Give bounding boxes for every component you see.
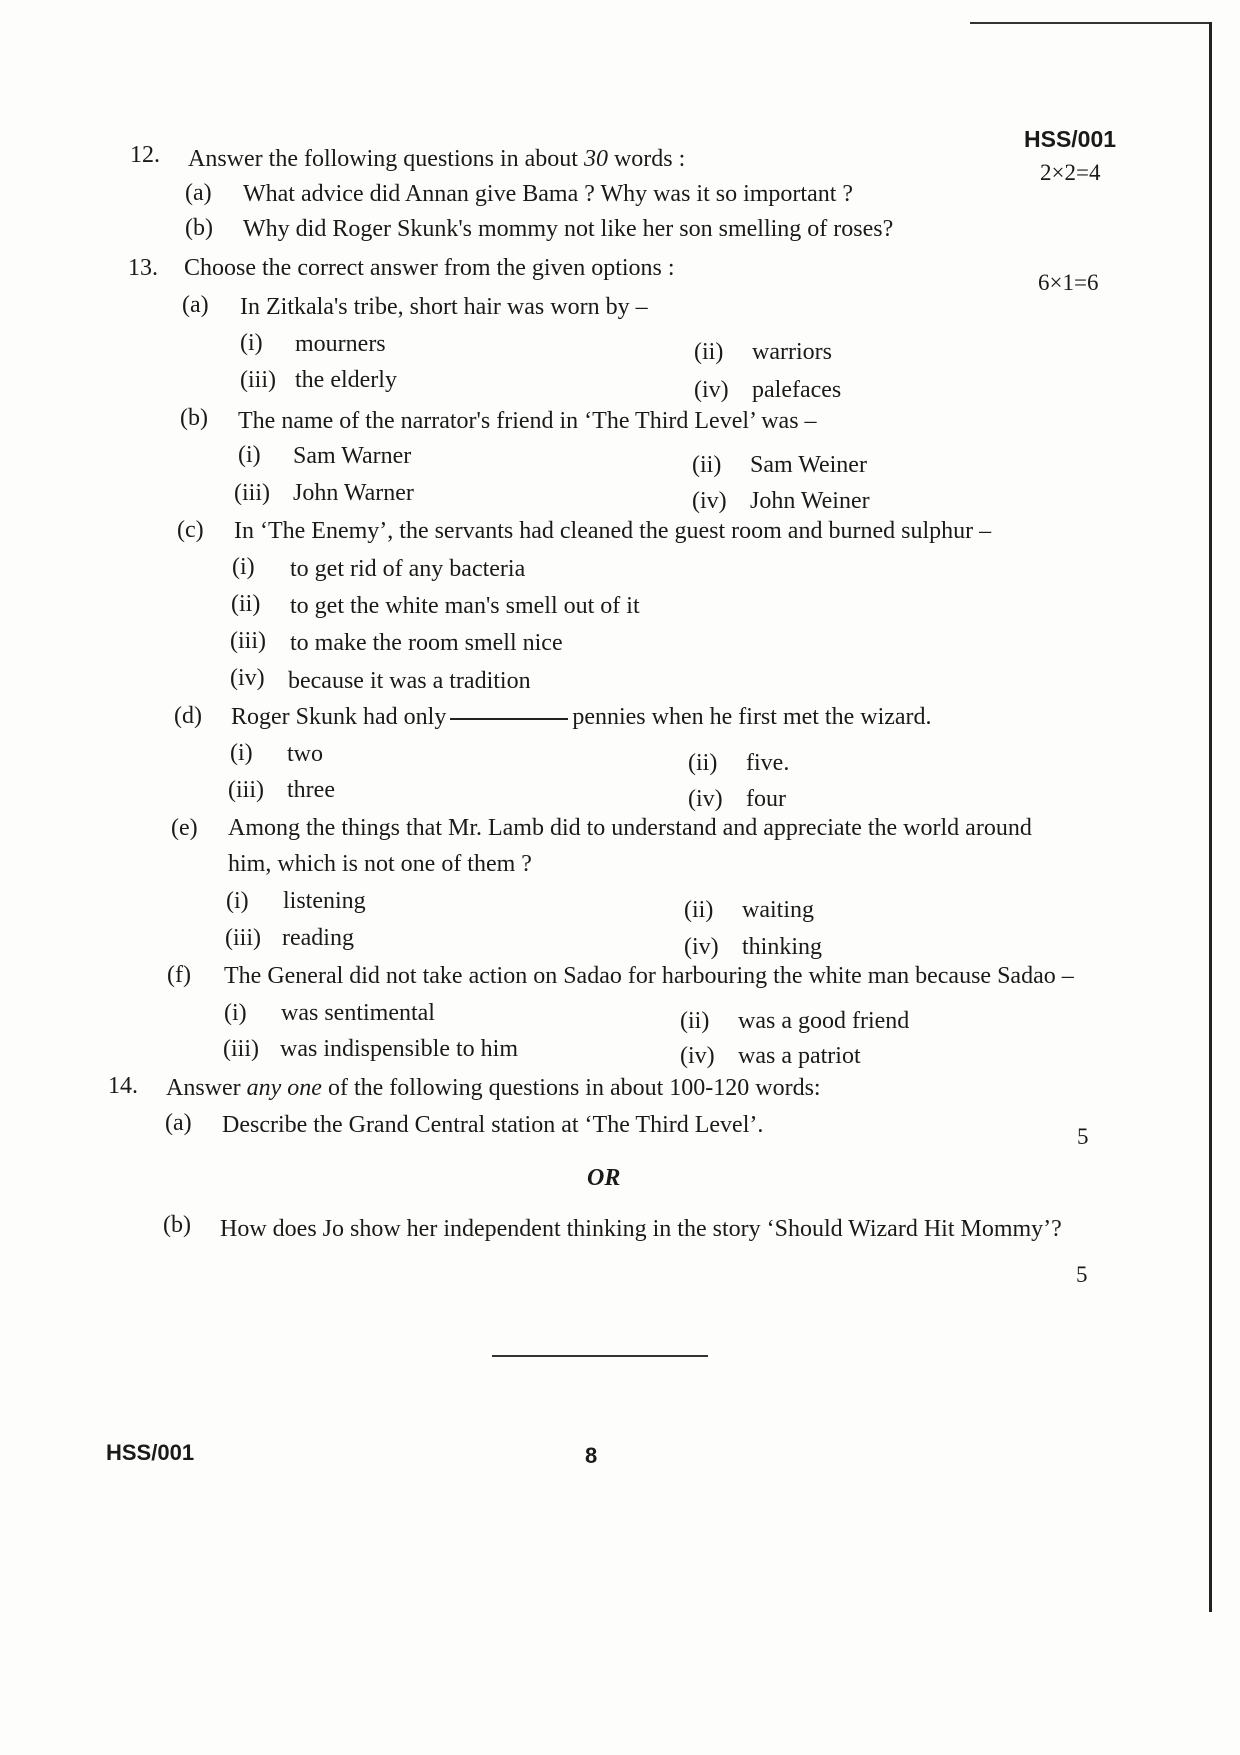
q13e-opt1: listening (283, 888, 366, 914)
q13d-opt4-label: (iv) (688, 786, 723, 812)
q13f-opt2: was a good friend (738, 1008, 910, 1034)
q13-stem: Choose the correct answer from the given options : (184, 255, 675, 281)
q12-stem: Answer the following questions in about 30 words : (188, 146, 686, 172)
q13b-opt1-label: (i) (238, 442, 261, 468)
q13c-opt4-label: (iv) (230, 665, 265, 691)
q13b-text: The name of the narrator's friend in ‘The Third Level’ was – (238, 408, 817, 434)
page-number: 8 (585, 1443, 598, 1468)
q13f-opt4-label: (iv) (680, 1043, 715, 1069)
q13a-opt2-label: (ii) (694, 339, 724, 365)
q13a-text: In Zitkala's tribe, short hair was worn by – (240, 294, 648, 320)
q13a-opt4: palefaces (752, 377, 842, 403)
q13d-opt2: five. (746, 750, 790, 776)
q13c-opt3: to make the room smell nice (290, 630, 563, 656)
q13-number: 13. (128, 255, 158, 281)
q13b-opt4-label: (iv) (692, 488, 727, 514)
q13a-opt3: the elderly (295, 367, 397, 393)
q13a-opt1: mourners (295, 331, 386, 357)
end-of-paper-rule (492, 1355, 708, 1357)
q14a-marks: 5 (1077, 1124, 1089, 1149)
q13b-opt3-label: (iii) (234, 480, 270, 506)
q13d-opt1: two (287, 741, 323, 767)
q13b-opt1: Sam Warner (293, 443, 412, 469)
q13c-opt3-label: (iii) (230, 628, 266, 654)
header-paper-code: HSS/001 (1024, 126, 1117, 152)
q13b-opt3: John Warner (293, 480, 414, 506)
q14b-marks: 5 (1076, 1262, 1088, 1287)
q13d-opt3-label: (iii) (228, 777, 264, 803)
q13e-opt2: waiting (742, 897, 814, 923)
q13b-opt2: Sam Weiner (750, 452, 867, 478)
q12b-label: (b) (185, 215, 213, 241)
q13a-opt3-label: (iii) (240, 367, 276, 393)
q13e-text-line1: Among the things that Mr. Lamb did to understand and appreciate the world around (228, 815, 1032, 841)
q13c-opt2: to get the white man's smell out of it (290, 593, 640, 619)
q13c-text: In ‘The Enemy’, the servants had cleaned the guest room and burned sulphur – (234, 518, 992, 544)
q13f-text: The General did not take action on Sadao for harbouring the white man because Sadao – (224, 963, 1074, 989)
q13d-text: Roger Skunk had only pennies when he first met the wizard. (231, 704, 932, 730)
q13c-opt1-label: (i) (232, 554, 255, 580)
q13e-opt4-label: (iv) (684, 934, 719, 960)
q13d-label: (d) (174, 703, 202, 729)
q13e-text-line2: him, which is not one of them ? (228, 851, 532, 877)
q14-stem: Answer any one of the following questions in about 100-120 words: (166, 1075, 821, 1101)
q12-marks: 2×2=4 (1040, 160, 1101, 185)
top-right-rule (970, 22, 1212, 24)
q13e-opt1-label: (i) (226, 888, 249, 914)
q13b-label: (b) (180, 405, 208, 431)
q13f-opt3: was indispensible to him (280, 1036, 518, 1062)
q14a-text: Describe the Grand Central station at ‘The Third Level’. (222, 1112, 764, 1138)
right-margin-rule (1209, 22, 1212, 1612)
q14-number: 14. (108, 1073, 138, 1099)
q14b-text: How does Jo show her independent thinking in the story ‘Should Wizard Hit Mommy’? (220, 1216, 1062, 1242)
q13f-label: (f) (167, 962, 191, 988)
q13b-opt2-label: (ii) (692, 452, 722, 478)
q13f-opt3-label: (iii) (223, 1036, 259, 1062)
q13d-opt2-label: (ii) (688, 750, 718, 776)
q13d-opt4: four (746, 786, 786, 812)
q13c-opt2-label: (ii) (231, 591, 261, 617)
q13a-opt1-label: (i) (240, 330, 263, 356)
q13a-opt4-label: (iv) (694, 377, 729, 403)
q13c-label: (c) (177, 517, 204, 543)
q13f-opt4: was a patriot (738, 1043, 861, 1069)
q12a-text: What advice did Annan give Bama ? Why was it so important ? (243, 181, 854, 207)
q13e-opt3-label: (iii) (225, 925, 261, 951)
q13f-opt1-label: (i) (224, 1000, 247, 1026)
q13e-opt3: reading (282, 925, 354, 951)
or-separator: OR (587, 1165, 621, 1191)
q13e-opt2-label: (ii) (684, 897, 714, 923)
q13f-opt2-label: (ii) (680, 1008, 710, 1034)
fill-in-blank (450, 718, 568, 720)
q14a-label: (a) (165, 1110, 192, 1136)
q14b-label: (b) (163, 1212, 191, 1238)
q13d-opt3: three (287, 777, 335, 803)
q13c-opt4: because it was a tradition (288, 668, 531, 694)
q13c-opt1: to get rid of any bacteria (290, 556, 526, 582)
q13a-opt2: warriors (752, 339, 832, 365)
q13e-label: (e) (171, 815, 198, 841)
q13a-label: (a) (182, 292, 209, 318)
q13b-opt4: John Weiner (750, 488, 870, 514)
q12-number: 12. (130, 142, 160, 168)
q13e-opt4: thinking (742, 934, 823, 960)
q13d-opt1-label: (i) (230, 740, 253, 766)
q12b-text: Why did Roger Skunk's mommy not like her son smelling of roses? (243, 216, 894, 242)
q12a-label: (a) (185, 180, 212, 206)
footer-paper-code: HSS/001 (106, 1440, 195, 1465)
q13-marks: 6×1=6 (1038, 270, 1099, 295)
q13f-opt1: was sentimental (281, 1000, 435, 1026)
